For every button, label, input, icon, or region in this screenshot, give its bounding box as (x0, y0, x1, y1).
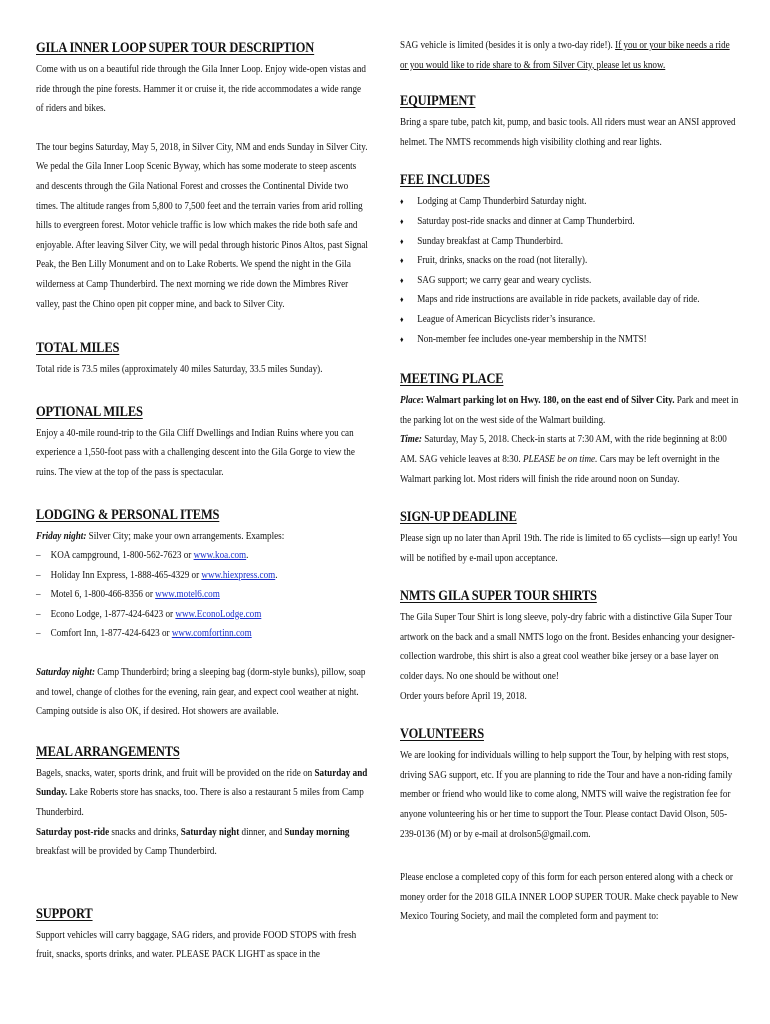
support-heading: SUPPORT (36, 905, 93, 922)
fee-heading: FEE INCLUDES (400, 172, 490, 189)
meal-para-2 (36, 823, 370, 862)
list-item (36, 566, 370, 586)
shirts-heading: NMTS GILA SUPER TOUR SHIRTS (400, 588, 597, 605)
meal-text: Bagels, snacks, water, sports drink, and fruit will be provided on the ride on (36, 767, 315, 779)
place-text: Park and meet in the parking lot on the west side of the Walmart building. (400, 395, 739, 426)
equipment-heading: EQUIPMENT (400, 93, 476, 110)
lodging-item-text: Comfort Inn, 1-877-424-6423 or (50, 628, 172, 640)
meal-text: snacks and drinks, (109, 826, 181, 838)
meal-bold: Saturday post-ride (36, 826, 110, 838)
volunteers-text: We are looking for individuals willing to help support the Tour, by helping with rest stops, driving SAG support, etc. If you are planning to ride the Tour and have a non-riding family member or friend who would like to come along, NMTS will waive the registration fee for anyone volunteering his or her time to support the Tour. Please contact David Olson, 505-239-0136 (M) or by e-mail at drolson5@gmail.com. (400, 750, 733, 840)
saturday-night-line (36, 663, 370, 722)
fee-list (400, 192, 739, 349)
optional-miles-text: Enjoy a 40-mile round-trip to the Gila Cliff Dwellings and Indian Ruins where you can experience a 1,550-foot pass with a challenging descent into the Gila Gorge to view the ruins. The view at the top of the pass is spectacular. (36, 427, 355, 478)
lodging-item-text: Holiday Inn Express, 1-888-465-4329 or (50, 569, 202, 581)
lodging-item-text: Econo Lodge, 1-877-424-6423 or (50, 608, 176, 620)
list-item: ♦ Lodging at Camp Thunderbird Saturday night. (400, 192, 739, 212)
lodging-item-end: . (246, 550, 249, 562)
meeting-heading: MEETING PLACE (400, 371, 504, 388)
total-miles-text: Total ride is 73.5 miles (approximately 40 miles Saturday, 33.5 miles Sunday). (36, 364, 323, 376)
meal-heading: MEAL ARRANGEMENTS (36, 743, 180, 760)
left-column (36, 36, 371, 965)
meal-bold-days: Saturday and Sunday. (36, 767, 368, 799)
list-item (36, 624, 370, 644)
meeting-time (400, 430, 739, 489)
enclose-instructions: Please enclose a completed copy of this form for each person entered along with a check or money order for the 2018 GILA INNER LOOP SUPER TOUR. Make check payable to New Mexico Touring Society, and mail the completed form and payment to: (400, 872, 739, 923)
saturday-night-text: Camp Thunderbird; bring a sleeping bag (dorm-style bunks), pillow, soap and towel, change of clothes for the evening, rain gear, and expect cool weather at night. Camping outside is also OK, if desired. Hot showers are available. (36, 667, 366, 718)
meal-bold: Saturday night (180, 826, 240, 838)
optional-miles-heading: OPTIONAL MILES (36, 403, 143, 420)
meeting-place (400, 391, 739, 430)
friday-night-line (36, 527, 370, 547)
signup-heading: SIGN-UP DEADLINE (400, 509, 517, 526)
time-emphasis: PLEASE be on time. (522, 453, 598, 465)
list-item: ♦ Non-member fee includes one-year membership in the NMTS! (400, 330, 739, 350)
place-bold: : Walmart parking lot on Hwy. 180, on the east end of Silver City. (420, 395, 675, 407)
total-miles-heading: TOTAL MILES (36, 340, 120, 357)
description-body: The tour begins Saturday, May 5, 2018, in Silver City, NM and ends Sunday in Silver City. We pedal the Gila Inner Loop Scenic Byway, which has some moderate to steep ascents and descents through the Gila National Forest and crosses the Continental Divide two times. The altitude ranges from 5,800 to 7,500 feet and the terrain varies from arid rolling hills to evergreen forest. Motor vehicle traffic is low which makes the ride both safe and enjoyable. After leaving Silver City, we will pedal through historic Pinos Altos, past Signal Peak, the Ben Lilly Monument and on to Lake Roberts. We spend the night in the Gila wilderness at Camp Thunderbird. The next morning we ride down the Mimbres River valley, past the Chino open pit copper mine, and back to Silver City. (36, 141, 368, 310)
time-text: Cars may be left overnight in the Walmart parking lot. Most riders will finish the ride around noon on Sunday. (400, 453, 720, 485)
time-label: Time: (400, 434, 422, 446)
friday-night-text: Silver City; make your own arrangements. Examples: (86, 530, 285, 542)
lodging-item-end: . (275, 569, 278, 581)
meal-text: Lake Roberts store has snacks, too. There is also a restaurant 5 miles from Camp Thunderbird. (36, 787, 364, 819)
motel6-link[interactable]: www.motel6.com (155, 589, 220, 601)
description-intro: Come with us on a beautiful ride through the Gila Inner Loop. Enjoy wide-open vistas and ride through the pine forests. Hammer it or cruise it, the ride accommodates a wide range of riders and bikes. (36, 64, 366, 115)
saturday-night-label: Saturday night: (36, 667, 95, 679)
list-item: ♦ SAG support; we carry gear and weary cyclists. (400, 271, 739, 291)
list-item: ♦ League of American Bicyclists rider’s insurance. (400, 310, 739, 330)
lodging-heading: LODGING & PERSONAL ITEMS (36, 506, 220, 523)
description-heading: GILA INNER LOOP SUPER TOUR DESCRIPTION (36, 40, 315, 56)
list-item: ♦ Fruit, drinks, snacks on the road (not literally). (400, 251, 739, 271)
support-ride-share-note: If you or your bike needs a ride or you would like to ride share to & from Silver City, please let us know. (400, 40, 730, 71)
shirts-text: The Gila Super Tour Shirt is long sleeve, poly-dry fabric with a distinctive Gila Super Tour artwork on the back and a small NMTS logo on the front. Besides enhancing your designer-collection wardrobe, this shirt is also a great cool weather bike jersey or a base layer on colder days. No one should be without one! (400, 612, 735, 683)
friday-night-label: Friday night: (36, 530, 87, 542)
lodging-item-text: Motel 6, 1-800-466-8356 or (50, 589, 156, 601)
time-text: Saturday, May 5, 2018. Check-in starts at 7:30 AM, with the ride beginning at 8:00 AM. SAG vehicle leaves at 8:30. (400, 434, 727, 465)
support-text: Support vehicles will carry baggage, SAG riders, and provide FOOD STOPS with fresh fruit, snacks, sports drinks, and water. PLEASE PACK LIGHT as space in the (36, 929, 357, 961)
list-item: ♦ Saturday post-ride snacks and dinner at Camp Thunderbird. (400, 212, 739, 232)
hiexpress-link[interactable]: www.hiexpress.com (201, 569, 276, 581)
meal-text: breakfast will be provided by Camp Thunderbird. (36, 846, 217, 858)
koa-link[interactable]: www.koa.com (193, 550, 247, 562)
list-item (36, 585, 370, 605)
meal-bold: Sunday morning (284, 826, 350, 838)
list-item: ♦ Sunday breakfast at Camp Thunderbird. (400, 232, 739, 252)
list-item (36, 605, 370, 625)
lodging-item-text: KOA campground, 1-800-562-7623 or (50, 550, 194, 562)
volunteers-heading: VOLUNTEERS (400, 726, 484, 743)
support-continued-text: SAG vehicle is limited (besides it is only a two-day ride!). (400, 40, 616, 51)
econolodge-link[interactable]: www.EconoLodge.com (175, 608, 262, 620)
comfortinn-link[interactable]: www.comfortinn.com (171, 628, 252, 640)
meal-para-1 (36, 764, 370, 823)
meal-text: dinner, and (239, 826, 285, 838)
list-item: ♦ Maps and ride instructions are available in ride packets, available day of ride. (400, 290, 739, 310)
signup-text: Please sign up no later than April 19th. The ride is limited to 65 cyclists—sign up early! You will be notified by e-mail upon acceptance. (400, 533, 738, 564)
right-column (400, 36, 740, 927)
shirts-order: Order yours before April 19, 2018. (400, 690, 527, 702)
support-continued (400, 36, 739, 75)
list-item (36, 546, 370, 566)
place-label: Place (400, 395, 421, 407)
equipment-text: Bring a spare tube, patch kit, pump, and basic tools. All riders must wear an ANSI approved helmet. The NMTS recommends high visibility clothing and rear lights. (400, 117, 736, 148)
lodging-list (36, 546, 370, 644)
